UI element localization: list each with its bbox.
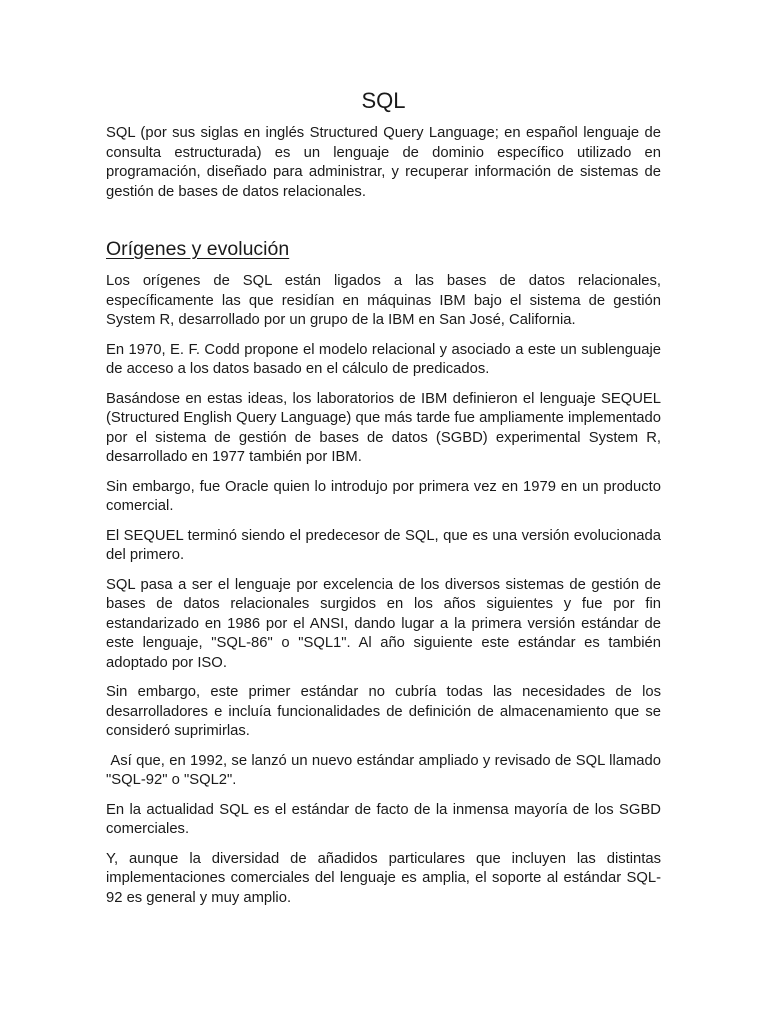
paragraph-de-facto: En la actualidad SQL es el estándar de facto de la inmensa mayoría de los SGBD comerciales. <box>106 801 661 837</box>
document-title: SQL <box>361 88 406 113</box>
paragraph-support: Y, aunque la diversidad de añadidos particulares que incluyen las distintas implementaciones comerciales del lenguaje es amplia, el soporte al estándar SQL-92 es general y muy amplio. <box>106 850 661 906</box>
paragraph-predecessor: El SEQUEL terminó siendo el predecesor de SQL, que es una versión evolucionada del primero. <box>106 527 661 563</box>
paragraph-sequel: Basándose en estas ideas, los laboratorios de IBM definieron el lenguaje SEQUEL (Structured English Query Language) que más tarde fue ampliamente implementado por el sistema de gestión de bases de datos (SGBD) experimental System R, desarrollado en 1977 también por IBM. <box>106 390 661 465</box>
intro-paragraph: SQL (por sus siglas en inglés Structured Query Language; en español lenguaje de consulta estructurada) es un lenguaje de dominio específico utilizado en programación, diseñado para administrar, y recuperar información de sistemas de gestión de bases de datos relacionales. <box>106 125 661 200</box>
paragraph-origins: Los orígenes de SQL están ligados a las bases de datos relacionales, específicamente las que residían en máquinas IBM bajo el sistema de gestión System R, desarrollado por un grupo de la IBM en San José, California. <box>106 273 661 328</box>
document-page <box>106 86 666 918</box>
section-heading: Orígenes y evolución <box>106 238 290 260</box>
paragraph-sql92: Así que, en 1992, se lanzó un nuevo estándar ampliado y revisado de SQL llamado "SQL-92" o "SQL2". <box>106 752 666 788</box>
paragraph-standard-86: SQL pasa a ser el lenguaje por excelencia de los diversos sistemas de gestión de bases de datos relacionales surgidos en los años siguientes y fue por fin estandarizado en 1986 por el ANSI, dando lugar a la primera versión estándar de este lenguaje, "SQL-86" o "SQL1". Al año siguiente este estándar es también adoptado por ISO. <box>106 576 661 671</box>
paragraph-oracle: Sin embargo, fue Oracle quien lo introdujo por primera vez en 1979 en un producto comercial. <box>106 478 661 514</box>
paragraph-limitations: Sin embargo, este primer estándar no cubría todas las necesidades de los desarrolladores e incluía funcionalidades de definición de almacenamiento que se consideró suprimirlas. <box>106 684 661 739</box>
paragraph-codd: En 1970, E. F. Codd propone el modelo relacional y asociado a este un sublenguaje de acceso a los datos basado en el cálculo de predicados. <box>106 341 661 377</box>
